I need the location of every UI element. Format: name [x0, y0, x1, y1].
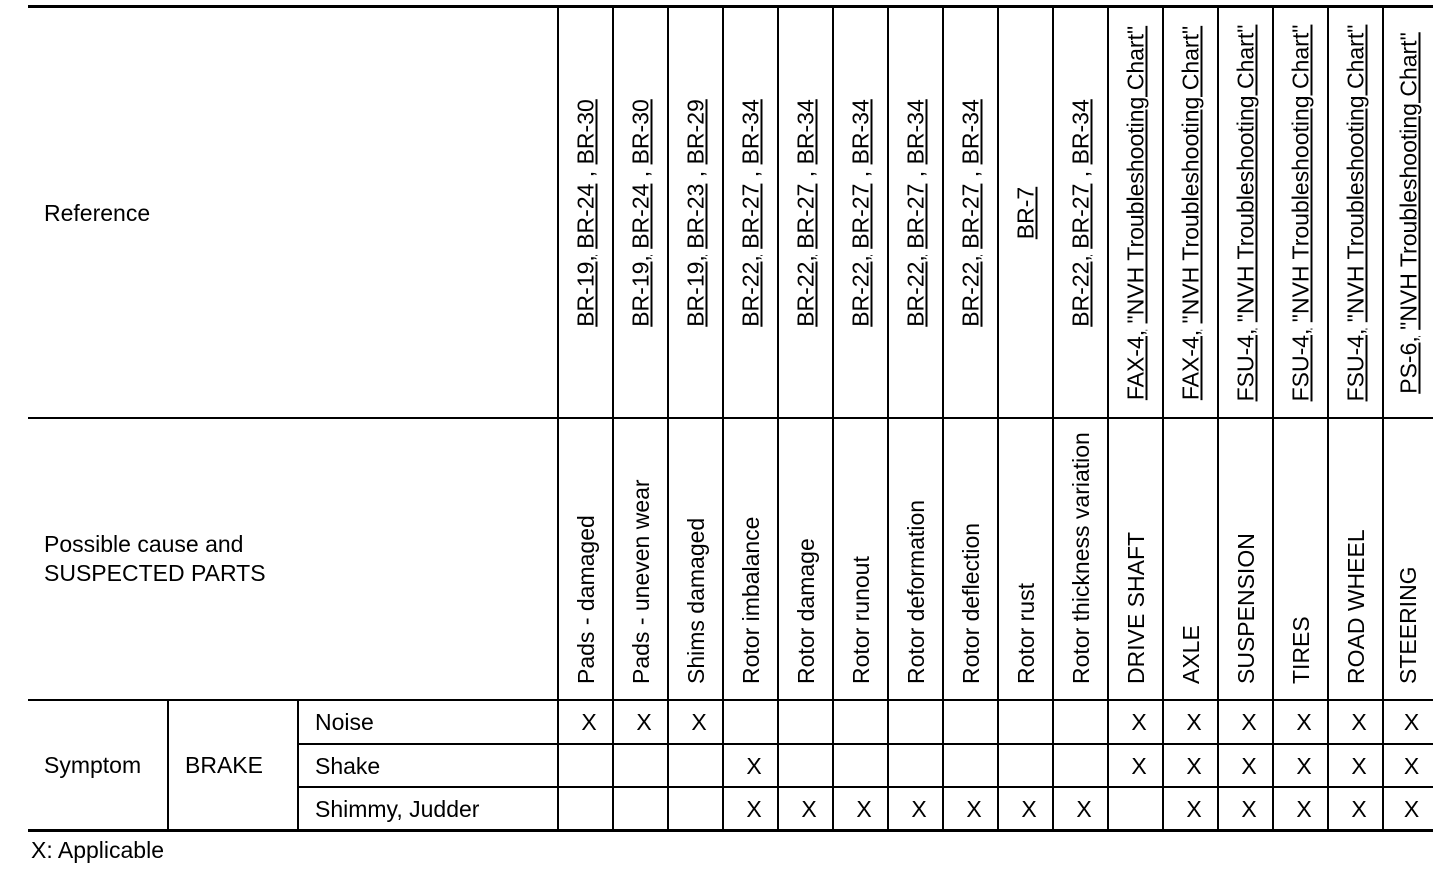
- applicable-mark: X: [1296, 752, 1312, 779]
- empty-mark-cell: [723, 701, 778, 743]
- suspected-part-cell: [668, 419, 723, 699]
- reference-cell: [1383, 8, 1433, 417]
- reference-cell: [998, 8, 1053, 417]
- reference-separator: ,: [682, 170, 709, 177]
- reference-link[interactable]: BR-24: [627, 183, 654, 249]
- suspected-part-label: Pads - damaged: [572, 515, 599, 684]
- reference-link[interactable]: BR-34: [902, 98, 929, 164]
- reference-link[interactable]: "NVH Troubleshooting Chart": [1177, 25, 1204, 323]
- category-label-text: BRAKE: [185, 752, 263, 778]
- symptom-shimmy-text: Shimmy, Judder: [315, 795, 480, 822]
- applicable-mark: X: [1241, 709, 1257, 735]
- reference-separator: ,: [1067, 170, 1094, 177]
- suspected-part-label: Rotor damage: [792, 538, 819, 684]
- empty-mark-cell: [558, 788, 613, 829]
- reference-link[interactable]: FAX-4,: [1177, 329, 1204, 400]
- reference-cell: [1273, 8, 1328, 417]
- suspected-part-label: AXLE: [1177, 625, 1204, 684]
- reference-cell: [1218, 8, 1273, 417]
- symptom-noise-text: Noise: [315, 709, 374, 735]
- applicable-mark: X: [1186, 752, 1202, 779]
- reference-link[interactable]: BR-27: [737, 183, 764, 249]
- empty-mark-cell: [833, 745, 888, 786]
- empty-mark-cell: [888, 701, 943, 743]
- applicable-mark: X: [1351, 795, 1367, 822]
- legend-note: X: Applicable: [31, 837, 164, 863]
- reference-text: [738, 8, 764, 417]
- suspected-part-cell: [888, 419, 943, 699]
- reference-cell: [833, 8, 888, 417]
- empty-mark-cell: [668, 745, 723, 786]
- reference-separator: ,: [572, 170, 599, 177]
- suspected-part-label: TIRES: [1287, 616, 1314, 684]
- applicable-mark: X: [1076, 795, 1092, 822]
- suspected-part-cell: [778, 419, 833, 699]
- reference-link[interactable]: FAX-4,: [1122, 329, 1149, 400]
- symptom-noise-label: [298, 701, 557, 743]
- suspected-part-label: Rotor imbalance: [737, 516, 764, 684]
- applicable-mark: X: [691, 709, 707, 735]
- suspected-part-cell: [998, 419, 1053, 699]
- reference-text: [1288, 8, 1314, 417]
- suspected-part-label: ROAD WHEEL: [1342, 529, 1369, 684]
- suspected-part-cell: [558, 419, 613, 699]
- reference-text: [903, 8, 929, 417]
- reference-link[interactable]: BR-30: [572, 98, 599, 164]
- reference-text: [793, 8, 819, 417]
- applicable-mark: X: [1241, 795, 1257, 822]
- reference-link[interactable]: "NVH Troubleshooting Chart": [1232, 24, 1259, 322]
- reference-link[interactable]: BR-22,: [902, 254, 929, 327]
- applicable-mark: X: [911, 795, 927, 822]
- reference-link[interactable]: "NVH Troubleshooting Chart": [1342, 24, 1369, 322]
- applicable-mark: X: [1186, 709, 1202, 735]
- empty-mark-cell: [943, 745, 998, 786]
- reference-link[interactable]: "NVH Troubleshooting Chart": [1395, 31, 1421, 330]
- applicable-mark: X: [1296, 709, 1312, 735]
- suspected-part-label: Rotor rust: [1012, 583, 1039, 684]
- applicable-mark: X: [1403, 752, 1420, 779]
- reference-text: [1068, 8, 1094, 417]
- reference-link[interactable]: "NVH Troubleshooting Chart": [1287, 24, 1314, 322]
- reference-link[interactable]: BR-27: [1067, 183, 1094, 249]
- reference-text: [1395, 8, 1421, 417]
- reference-cell: [1108, 8, 1163, 417]
- suspected-part-cell: [1273, 419, 1328, 699]
- empty-mark-cell: [1053, 701, 1108, 743]
- reference-link[interactable]: BR-24: [572, 183, 599, 249]
- applicable-mark: X: [1021, 795, 1037, 822]
- reference-link[interactable]: BR-34: [847, 98, 874, 164]
- suspected-part-cell: [613, 419, 668, 699]
- reference-cell: [943, 8, 998, 417]
- reference-text: [628, 8, 654, 417]
- suspected-part-cell: [1328, 419, 1383, 699]
- applicable-mark: X: [1296, 795, 1312, 822]
- reference-link[interactable]: BR-7: [1012, 186, 1039, 239]
- reference-link[interactable]: BR-22,: [957, 254, 984, 327]
- reference-link[interactable]: BR-22,: [792, 254, 819, 327]
- applicable-mark: X: [1351, 752, 1367, 779]
- empty-mark-cell: [778, 745, 833, 786]
- reference-separator: ,: [737, 170, 764, 177]
- empty-mark-cell: [1053, 745, 1108, 786]
- reference-link[interactable]: FSU-4,: [1342, 328, 1369, 401]
- suspected-part-label: Rotor runout: [847, 556, 874, 684]
- reference-separator: ,: [847, 170, 874, 177]
- reference-link[interactable]: BR-22,: [847, 254, 874, 327]
- empty-mark-cell: [668, 788, 723, 829]
- reference-link[interactable]: BR-22,: [737, 254, 764, 327]
- applicable-mark: X: [1131, 709, 1147, 735]
- reference-link[interactable]: BR-30: [627, 98, 654, 164]
- reference-link[interactable]: FSU-4,: [1232, 328, 1259, 401]
- applicable-mark: X: [636, 709, 652, 735]
- reference-separator: ,: [957, 170, 984, 177]
- reference-text: [1013, 8, 1039, 417]
- empty-mark-cell: [998, 745, 1053, 786]
- applicable-mark: X: [856, 795, 872, 822]
- empty-mark-cell: [613, 788, 668, 829]
- reference-text: [683, 8, 709, 417]
- suspected-part-label: Shims damaged: [682, 517, 709, 684]
- reference-link[interactable]: PS-6,: [1395, 335, 1421, 394]
- suspected-part-label: SUSPENSION: [1232, 533, 1259, 684]
- applicable-mark: X: [581, 709, 597, 735]
- reference-text: [573, 8, 599, 417]
- reference-label-text: Reference: [44, 199, 151, 226]
- reference-link[interactable]: "NVH Troubleshooting Chart": [1122, 25, 1149, 323]
- empty-mark-cell: [833, 701, 888, 743]
- reference-link[interactable]: FSU-4,: [1287, 328, 1314, 401]
- symptom-shimmy-label: [298, 788, 557, 829]
- reference-link[interactable]: BR-34: [737, 98, 764, 164]
- reference-separator: ,: [902, 170, 929, 177]
- symptom-label: [28, 701, 167, 829]
- applicable-mark: X: [1403, 795, 1420, 822]
- applicable-mark: X: [801, 795, 817, 822]
- reference-cell: [668, 8, 723, 417]
- reference-link[interactable]: BR-23: [682, 183, 709, 249]
- reference-cell: [1328, 8, 1383, 417]
- reference-separator: ,: [627, 170, 654, 177]
- reference-link[interactable]: BR-34: [792, 98, 819, 164]
- symptom-label-text: Symptom: [44, 752, 142, 778]
- reference-cell: [723, 8, 778, 417]
- applicable-mark: X: [1403, 709, 1420, 735]
- reference-cell: [558, 8, 613, 417]
- suspected-part-cell: [1108, 419, 1163, 699]
- applicable-mark: X: [1241, 752, 1257, 779]
- suspected-part-cell: [1053, 419, 1108, 699]
- empty-mark-cell: [943, 701, 998, 743]
- reference-link[interactable]: BR-19,: [572, 254, 599, 327]
- suspected-part-cell: [723, 419, 778, 699]
- reference-text: [1178, 8, 1204, 417]
- possible-cause-row-label: [28, 419, 558, 699]
- reference-link[interactable]: BR-19,: [682, 254, 709, 327]
- possible-cause-label-stack: [44, 530, 266, 588]
- reference-cell: [778, 8, 833, 417]
- applicable-mark: X: [1351, 709, 1367, 735]
- applicable-mark: X: [746, 795, 762, 822]
- reference-link[interactable]: BR-29: [682, 98, 709, 164]
- empty-mark-cell: [998, 701, 1053, 743]
- symptom-shake-text: Shake: [315, 752, 381, 779]
- table-bottom-rule: [28, 829, 1433, 832]
- suspected-parts-label-line: SUSPECTED PARTS: [44, 560, 266, 586]
- empty-mark-cell: [1108, 788, 1163, 829]
- reference-link[interactable]: BR-27: [957, 183, 984, 249]
- reference-link[interactable]: BR-34: [1067, 98, 1094, 164]
- suspected-part-cell: [1218, 419, 1273, 699]
- possible-cause-label-line: Possible cause and: [44, 531, 244, 557]
- reference-link[interactable]: BR-27: [902, 183, 929, 249]
- suspected-part-cell: [943, 419, 998, 699]
- reference-cell: [613, 8, 668, 417]
- empty-mark-cell: [778, 701, 833, 743]
- applicable-mark: X: [1131, 752, 1147, 779]
- category-label-brake: [168, 701, 297, 829]
- suspected-part-label: Rotor thickness variation: [1067, 432, 1094, 684]
- empty-mark-cell: [613, 745, 668, 786]
- reference-link[interactable]: BR-22,: [1067, 254, 1094, 327]
- reference-cell: [1053, 8, 1108, 417]
- suspected-part-cell: [833, 419, 888, 699]
- reference-link[interactable]: BR-27: [792, 183, 819, 249]
- reference-text: [848, 8, 874, 417]
- reference-link[interactable]: BR-19,: [627, 254, 654, 327]
- reference-text: [1123, 8, 1149, 417]
- applicable-mark: X: [1186, 795, 1202, 822]
- reference-link[interactable]: BR-27: [847, 183, 874, 249]
- column-divider-rule: [167, 700, 169, 830]
- reference-row-label: [28, 8, 558, 417]
- suspected-part-cell: [1163, 419, 1218, 699]
- suspected-part-label: Pads - uneven wear: [627, 479, 654, 684]
- suspected-part-label: Rotor deformation: [902, 499, 929, 684]
- suspected-part-label: DRIVE SHAFT: [1122, 531, 1149, 684]
- symptom-shake-label: [298, 745, 557, 786]
- applicable-mark: X: [746, 752, 762, 779]
- reference-cell: [1163, 8, 1218, 417]
- suspected-part-label: STEERING: [1395, 566, 1421, 684]
- applicable-mark: X: [966, 795, 982, 822]
- empty-mark-cell: [888, 745, 943, 786]
- reference-text: [958, 8, 984, 417]
- suspected-part-cell: [1383, 419, 1433, 699]
- reference-separator: ,: [792, 170, 819, 177]
- reference-text: [1233, 8, 1259, 417]
- suspected-part-label: Rotor deflection: [957, 522, 984, 684]
- empty-mark-cell: [558, 745, 613, 786]
- reference-cell: [888, 8, 943, 417]
- column-divider-rule: [297, 700, 299, 830]
- reference-link[interactable]: BR-34: [957, 98, 984, 164]
- reference-text: [1343, 8, 1369, 417]
